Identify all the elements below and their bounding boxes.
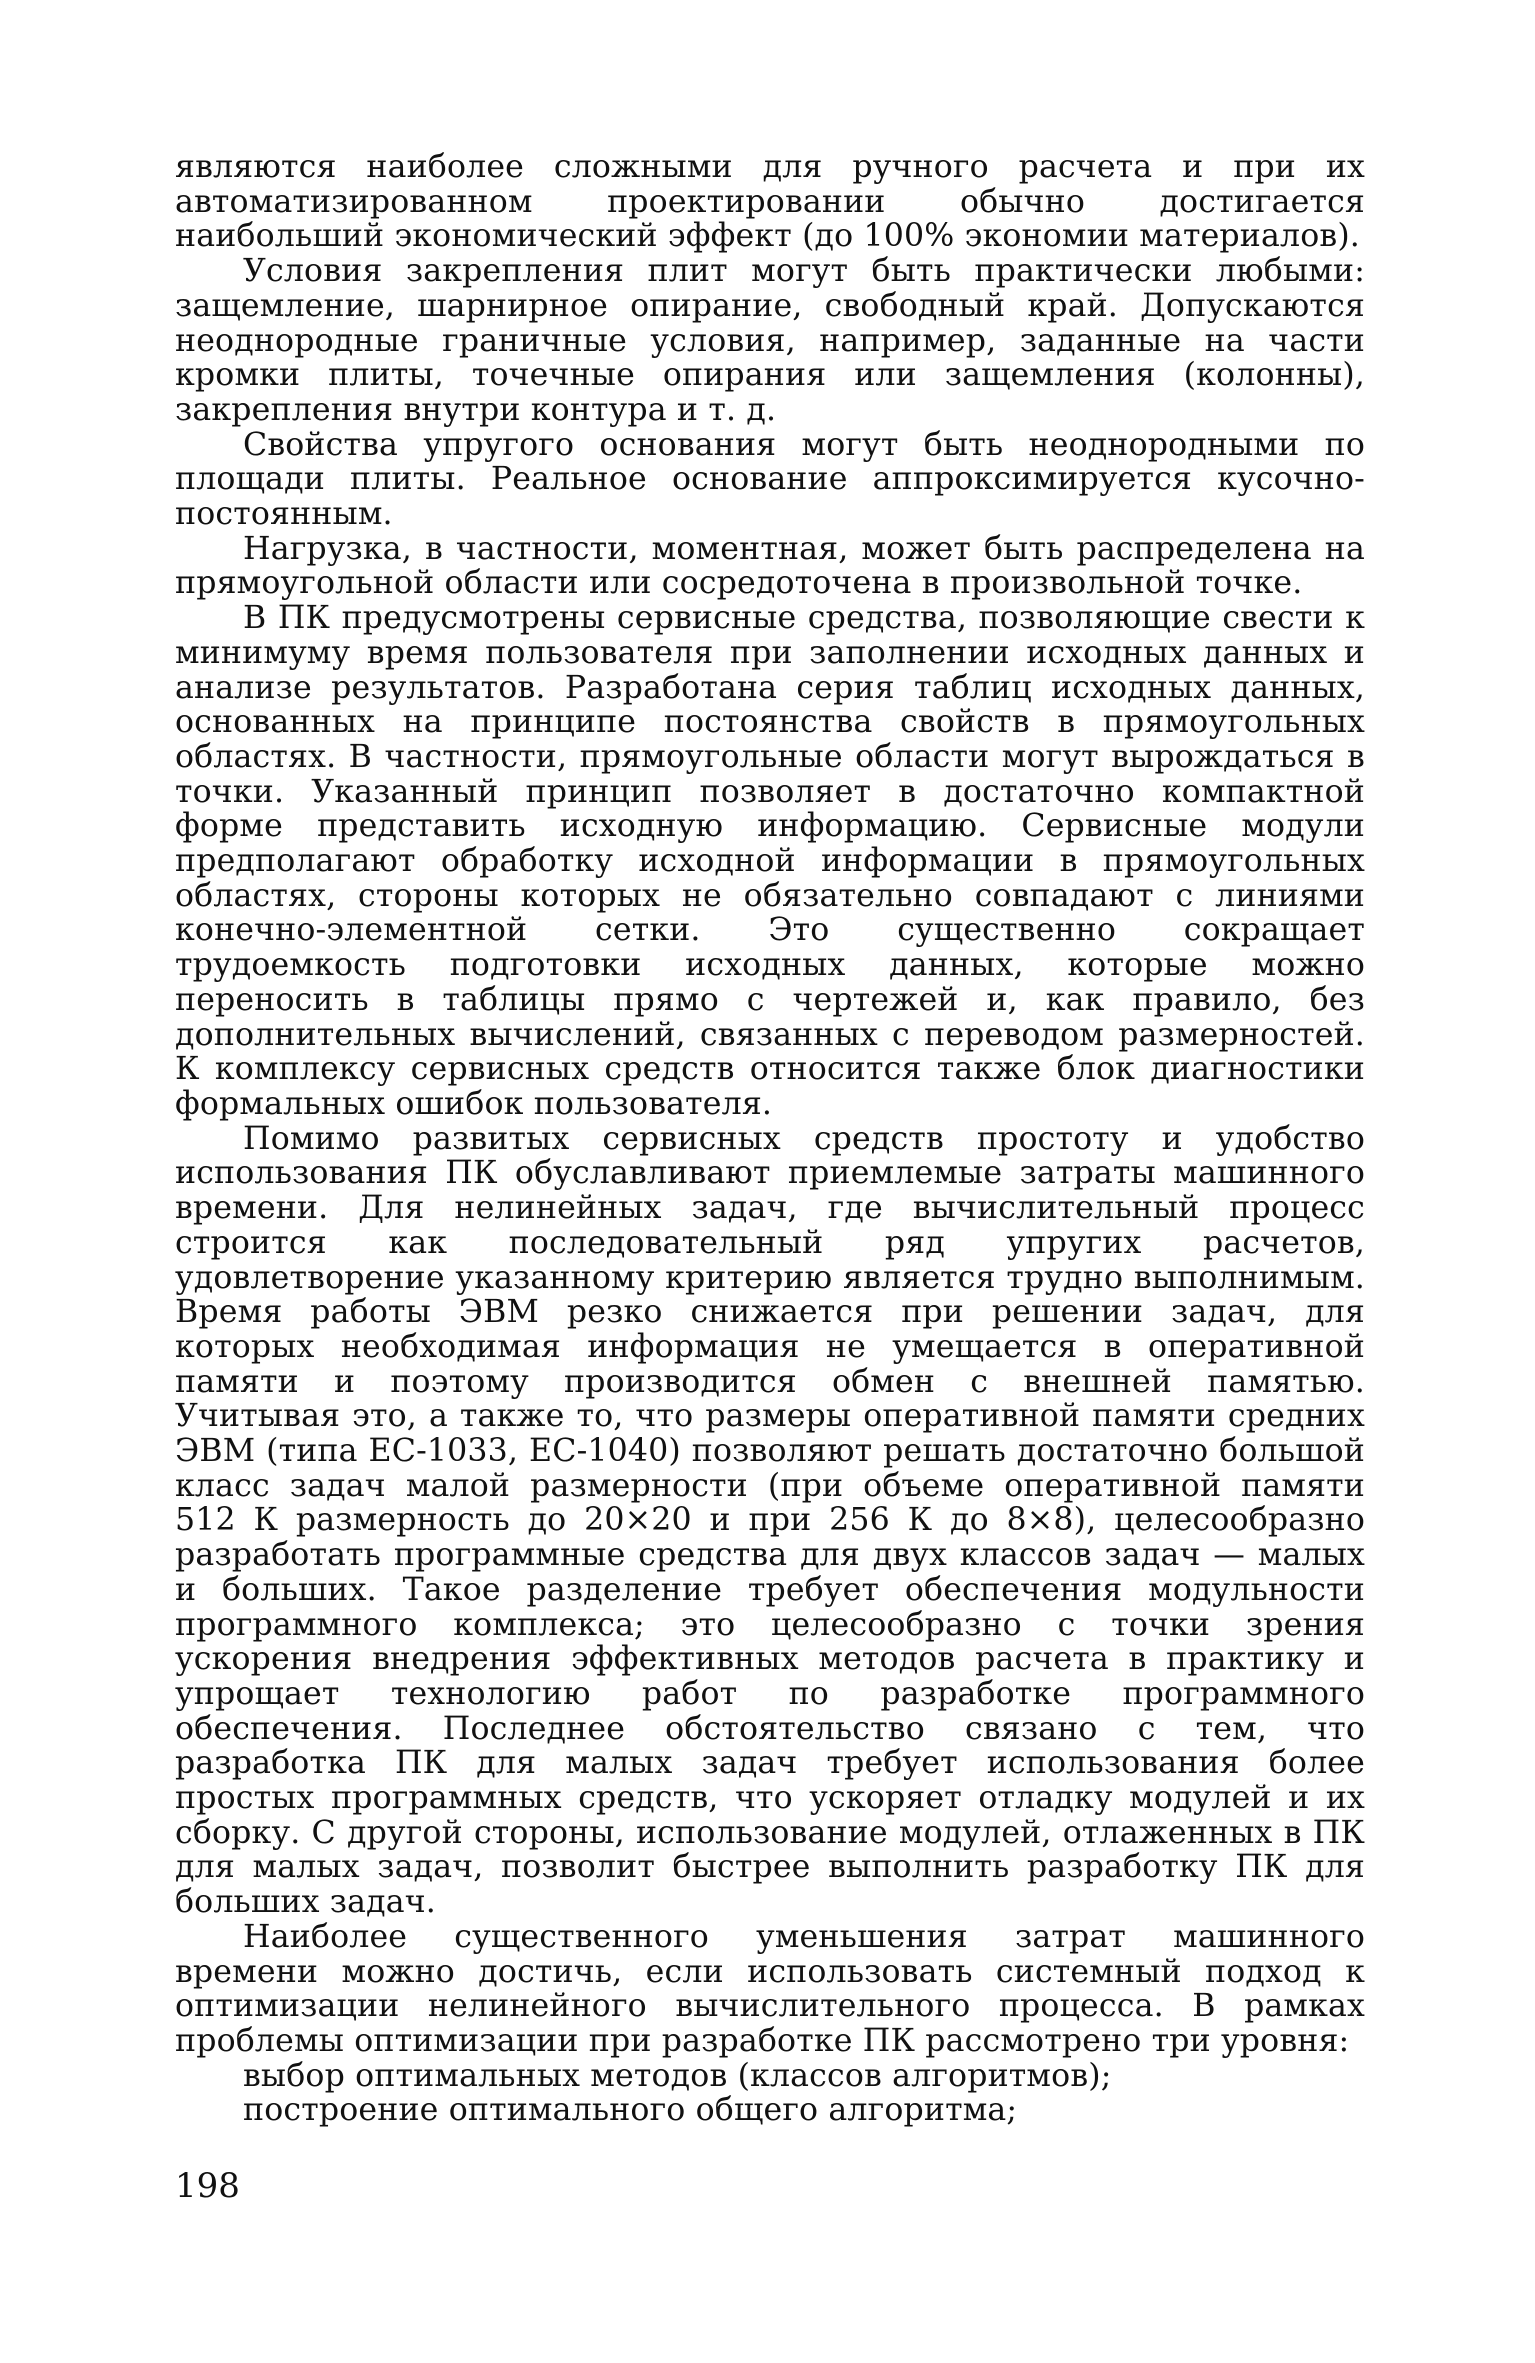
page-body bbox=[175, 150, 1365, 2230]
list-item-2: построение оптимального общего алгоритма; bbox=[243, 2092, 1018, 2129]
paragraph-3: Свойства упругого основания могут быть неоднородными по площади плиты. Реальное основание аппроксимируется кусочно-постоянным. bbox=[175, 426, 1365, 533]
paragraph-7: Наиболее существенного уменьшения затрат машинного времени можно достичь, если использовать системный подход к оптимизации нелинейного вычислительного процесса. В рамках проблемы оптимизации при разработке ПК рассмотрено три уровня: bbox=[175, 1918, 1365, 2059]
paragraph-2: Условия закрепления плит могут быть практически любыми: защемление, шарнирное опирание, свободный край. Допускаются неоднородные граничные условия, например, заданные на части кромки плиты, точечные опирания или защемления (колонны), закрепления внутри контура и т. д. bbox=[175, 253, 1365, 428]
page-number: 198 bbox=[175, 2166, 240, 2206]
paragraph-5: В ПК предусмотрены сервисные средства, позволяющие свести к минимуму время пользователя при заполнении исходных данных и анализе результатов. Разработана серия таблиц исходных данных, основанных на принципе постоянства свойств в прямоугольных областях. В частности, прямоугольные области могут вырождаться в точки. Указанный принцип позволяет в достаточно компактной форме представить исходную информацию. Сервисные модули предполагают обработку исходной информации в прямоугольных областях, стороны которых не обязательно совпадают с линиями конечно-элементной сетки. Это существенно сокращает трудоемкость подготовки исходных данных, которые можно переносить в таблицы прямо с чертежей и, как правило, без дополнительных вычислений, связанных с переводом размерностей. К комплексу сервисных средств относится также блок диагностики формальных ошибок пользователя. bbox=[175, 600, 1365, 1122]
list-item-1: выбор оптимальных методов (классов алгоритмов); bbox=[243, 2057, 1112, 2094]
paragraph-1: являются наиболее сложными для ручного расчета и при их автоматизированном проектировании обычно достигается наибольший экономический эффект (до 100% экономии материалов). bbox=[175, 149, 1365, 255]
paragraph-4: Нагрузка, в частности, моментная, может быть распределена на прямоугольной области или сосредоточена в произвольной точке. bbox=[175, 530, 1365, 602]
paragraph-6: Помимо развитых сервисных средств простоту и удобство использования ПК обуславливают приемлемые затраты машинного времени. Для нелинейных задач, где вычислительный процесс строится как последовательный ряд упругих расчетов, удовлетворение указанному критерию является трудно выполнимым. Время работы ЭВМ резко снижается при решении задач, для которых необходимая информация не умещается в оперативной памяти и поэтому производится обмен с внешней памятью. Учитывая это, а также то, что размеры оперативной памяти средних ЭВМ (типа ЕС-1033, ЕС-1040) позволяют решать достаточно большой класс задач малой размерности (при объеме оперативной памяти 512 К размерность до 20×20 и при 256 К до 8×8), целесообразно разработать программные средства для двух классов задач — малых и больших. Такое разделение требует обеспечения модульности программного комплекса; это целесообразно с точки зрения ускорения внедрения эффективных методов расчета в практику и упрощает технологию работ по разработке программного обеспечения. Последнее обстоятельство связано с тем, что разработка ПК для малых задач требует использования более простых программных средств, что ускоряет отладку модулей и их сборку. С другой стороны, использование модулей, отлаженных в ПК для малых задач, позволит быстрее выполнить разработку ПК для больших задач. bbox=[175, 1120, 1365, 1921]
